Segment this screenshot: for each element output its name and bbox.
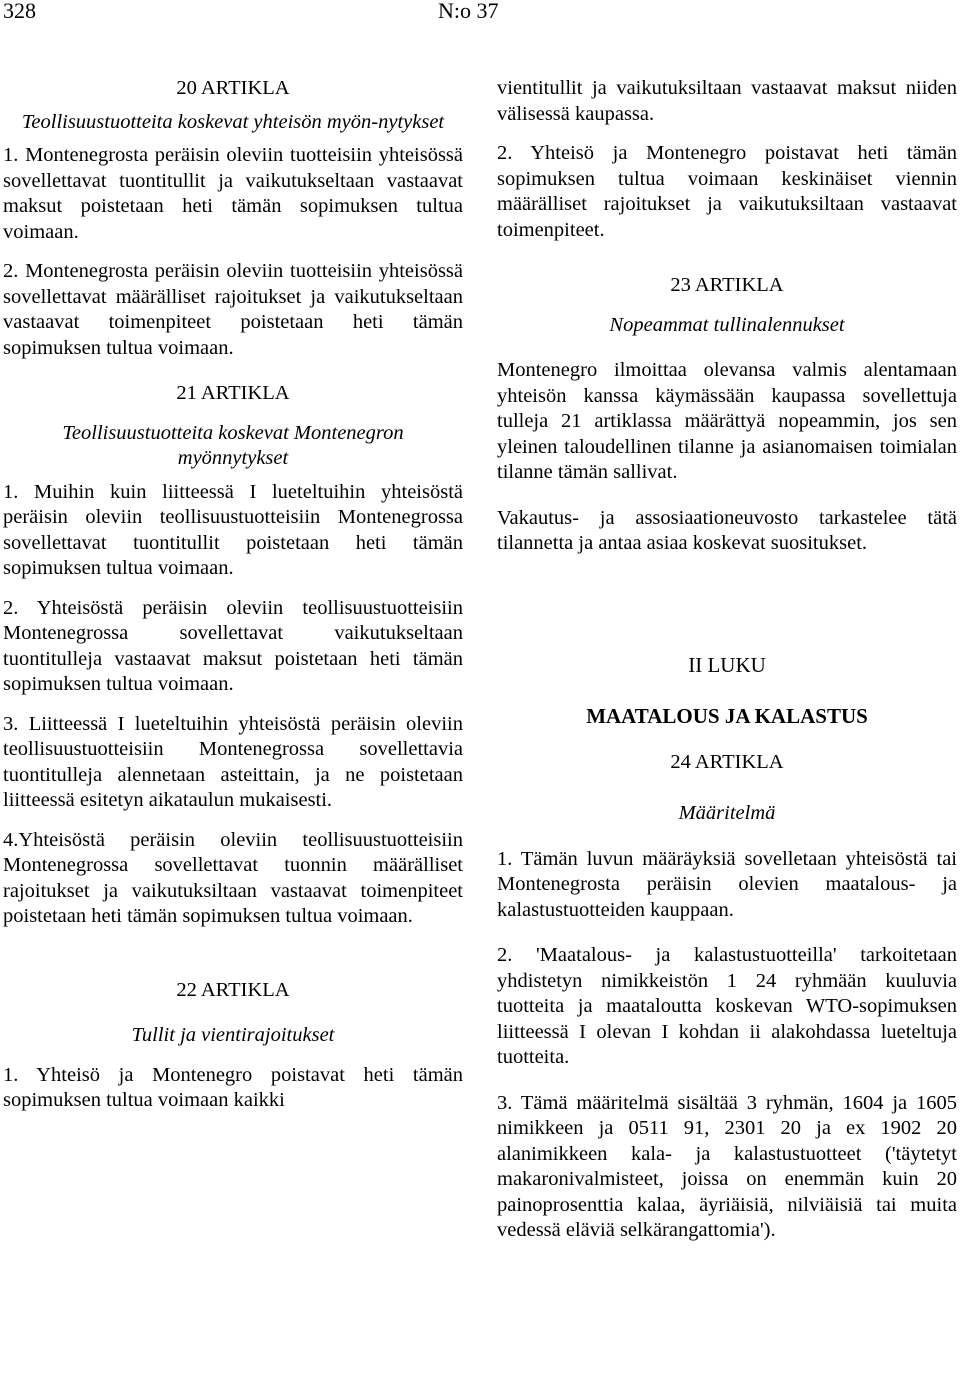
right-column	[497, 76, 957, 1244]
chapter-title: MAATALOUS JA KALASTUS	[586, 704, 868, 728]
article-22-paragraph-1-end: vientitullit ja vaikutuksiltaan vastaavat maksut niiden välisessä kaupassa.	[497, 77, 957, 125]
issue-number: N:o 37	[438, 0, 499, 23]
article-23-paragraph-2: Vakautus- ja assosiaationeuvosto tarkastelee tätä tilannetta ja antaa asiaa koskevat suositukset.	[497, 506, 957, 554]
article-20-paragraph-1: 1. Montenegrosta peräisin oleviin tuotteisiin yhteisössä sovellettavat tuontitullit ja vaikutukseltaan vastaavat maksut poistetaan heti tämän sopimuksen tultua voimaan.	[3, 144, 463, 243]
article-20-paragraph-2: 2. Montenegrosta peräisin oleviin tuotteisiin yhteisössä sovellettavat määrälliset rajoitukset ja vaikutukseltaan vastaavat toimenpiteet poistetaan heti tämän sopimuksen tultua voimaan.	[3, 260, 463, 359]
article-21-heading: 21 ARTIKLA	[176, 382, 290, 404]
article-24-paragraph-2: 2. 'Maatalous- ja kalastustuotteilla' tarkoitetaan yhdistetyn nimikkeistön 1 24 ryhmään kuuluvia tuotteita ja maataloutta koskevan WTO-sopimuksen liitteessä I olevan I kohdan ii alakohdassa lueteltuja tuotteita.	[497, 944, 957, 1068]
article-22-heading: 22 ARTIKLA	[176, 978, 290, 1001]
article-22-paragraph-2: 2. Yhteisö ja Montenegro poistavat heti tämän sopimuksen tultua voimaan keskinäiset viennin määrälliset rajoitukset ja vaikutuksiltaan vastaavat toimenpiteet.	[497, 142, 957, 241]
article-20-heading: 20 ARTIKLA	[176, 77, 290, 99]
article-20-title: Teollisuustuotteita koskevat yhteisön myön-nytykset	[21, 110, 445, 133]
article-23-paragraph-1: Montenegro ilmoittaa olevansa valmis alentamaan yhteisön kanssa käymässään kaupassa sovellettuja tulleja 21 artiklassa määrättyä nopeammin, jos sen yleinen taloudellinen tilanne ja asianomaisen toimialan tilanne tämän sallivat.	[497, 359, 957, 483]
article-21-title: Teollisuustuotteita koskevat Montenegron myönnytykset	[62, 421, 404, 469]
article-21-paragraph-3: 3. Liitteessä I lueteltuihin yhteisöstä peräisin oleviin teollisuustuotteisiin Montenegrossa sovellettavia tuontitulleja alennetaan asteittain, ja ne poistetaan liitteessä esitetyn aikataulun mukaisesti.	[3, 712, 463, 811]
article-23-title: Nopeammat tullinalennukset	[609, 313, 845, 336]
article-24-heading: 24 ARTIKLA	[670, 750, 784, 773]
chapter-heading: II LUKU	[688, 652, 766, 677]
left-column	[3, 76, 463, 1114]
article-21-paragraph-4: 4.Yhteisöstä peräisin oleviin teollisuustuotteisiin Montenegrossa sovellettavat tuonnin määrälliset rajoitukset ja vaikutuksiltaan vastaavat toimenpiteet poistetaan heti tämän sopimuksen tultua voimaan.	[3, 828, 463, 927]
article-23-heading: 23 ARTIKLA	[670, 274, 784, 296]
article-24-paragraph-3: 3. Tämä määritelmä sisältää 3 ryhmän, 1604 ja 1605 nimikkeen ja 0511 91, 2301 20 ja ex 1902 20 alanimikkeen kala- ja kalastustuotteet ('täytetyt makaronivalmisteet, joissa on enemmän kuin 20 painoprosenttia kalaa, äyriäisiä, nilviäisiä tai muita vedessä eläviä selkärangattomia').	[497, 1091, 957, 1241]
article-21-paragraph-1: 1. Muihin kuin liitteessä I lueteltuihin yhteisöstä peräisin oleviin teollisuustuotteisiin Montenegrossa sovellettavat tuontitullit poistetaan heti tämän sopimuksen tultua voimaan.	[3, 480, 463, 579]
article-22-title: Tullit ja vientirajoitukset	[131, 1024, 335, 1046]
article-24-paragraph-1: 1. Tämän luvun määräyksiä sovelletaan yhteisöstä tai Montenegrosta peräisin olevien maatalous- ja kalastustuotteiden kauppaan.	[497, 847, 957, 921]
page-number: 328	[3, 0, 36, 23]
article-21-paragraph-2: 2. Yhteisöstä peräisin oleviin teollisuustuotteisiin Montenegrossa sovellettavat vaikutukseltaan tuontitulleja vastaavat maksut poistetaan heti tämän sopimuksen tultua voimaan.	[3, 596, 463, 695]
article-24-title: Määritelmä	[678, 802, 776, 824]
article-22-paragraph-1-start: 1. Yhteisö ja Montenegro poistavat heti tämän sopimuksen tultua voimaan kaikki	[3, 1063, 463, 1111]
